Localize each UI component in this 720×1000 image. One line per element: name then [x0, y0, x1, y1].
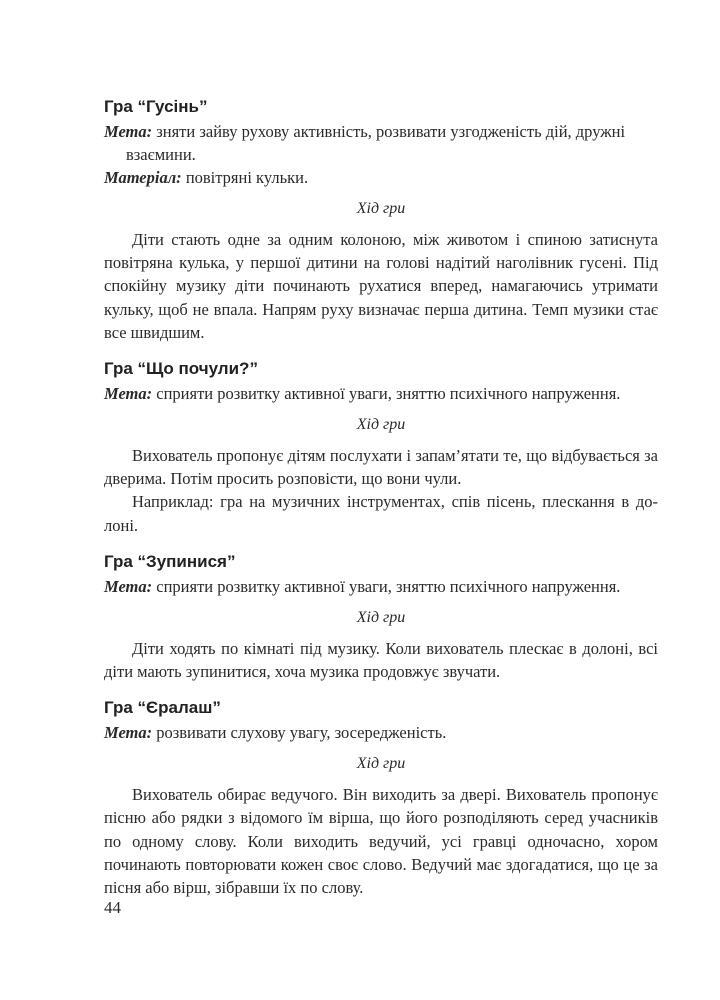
game-paragraph: Вихователь обирає ведучого. Він виходить за двері. Вихователь пропонує пісню або рядки з відомого їм вірша, що його розподіляють серед учасників по одному слову. Коли виходить ведучий, усі гравці одночасно, хором починають повторювати кожен своє слово. Ведучий має здогадатися, що це за пісня або вірш, зібравши їх по слову. [104, 785, 658, 898]
howto-heading: Хід гри [356, 416, 406, 434]
game-what-heard [104, 358, 658, 537]
goal-text: сприяти розвитку активної уваги, зняттю психічного напруження. [156, 384, 621, 404]
goal-text: розвивати слухову увагу, зосередженість. [156, 723, 447, 743]
goal-label: Мета: [104, 576, 153, 596]
goal-line [104, 575, 658, 598]
goal-line [104, 721, 658, 744]
page-number: 44 [104, 898, 121, 917]
game-title: Гра “Зупинися” [104, 551, 236, 571]
goal-line [104, 382, 658, 405]
goal-text: зняти зайву рухову активність, розвивати узгодженість дій, дружні взаємини. [126, 122, 626, 164]
howto-heading: Хід гри [356, 200, 406, 217]
game-stop [104, 551, 658, 683]
goal-line [104, 120, 658, 166]
goal-label: Мета: [104, 723, 153, 743]
material-line [104, 166, 658, 189]
game-caterpillar [104, 96, 658, 344]
howto-heading: Хід гри [356, 608, 406, 626]
game-title: Гра “Що почули?” [104, 359, 258, 379]
goal-text: сприяти розвитку активної уваги, зняттю психічного напруження. [156, 576, 621, 596]
material-text: повітряні кульки. [185, 168, 309, 187]
game-paragraph: Наприклад: гра на музичних інструментах, спів пісень, плескання в долоні. [104, 492, 658, 535]
goal-label: Мета: [104, 122, 153, 141]
howto-heading: Хід гри [356, 755, 406, 773]
material-label: Матеріал: [104, 168, 182, 187]
game-paragraph: Діти стають одне за одним колоною, між животом і спиною затиснута повітряна кулька, у першої дитини на голові надітий наголівник гусені. Під спокійну музику діти починають рухатися вперед, намагаючись утримати кульку, щоб не впала. Напрям руху визначає перша дитина. Темп музики стає все швидшим. [104, 230, 658, 342]
game-paragraph: Діти ходять по кімнаті під музику. Коли вихователь плескає в долоні, всі діти мають зупинитися, хоча музика продовжує звучати. [104, 638, 658, 682]
game-title: Гра “Гусінь” [104, 97, 208, 116]
game-paragraph: Вихователь пропонує дітям послухати і запам’ятати те, що відбувається за дверима. Потім просить розповісти, що вони чули. [104, 446, 658, 489]
goal-label: Мета: [104, 384, 153, 404]
game-title: Гра “Єралаш” [104, 698, 221, 718]
game-yeralash [104, 697, 658, 899]
